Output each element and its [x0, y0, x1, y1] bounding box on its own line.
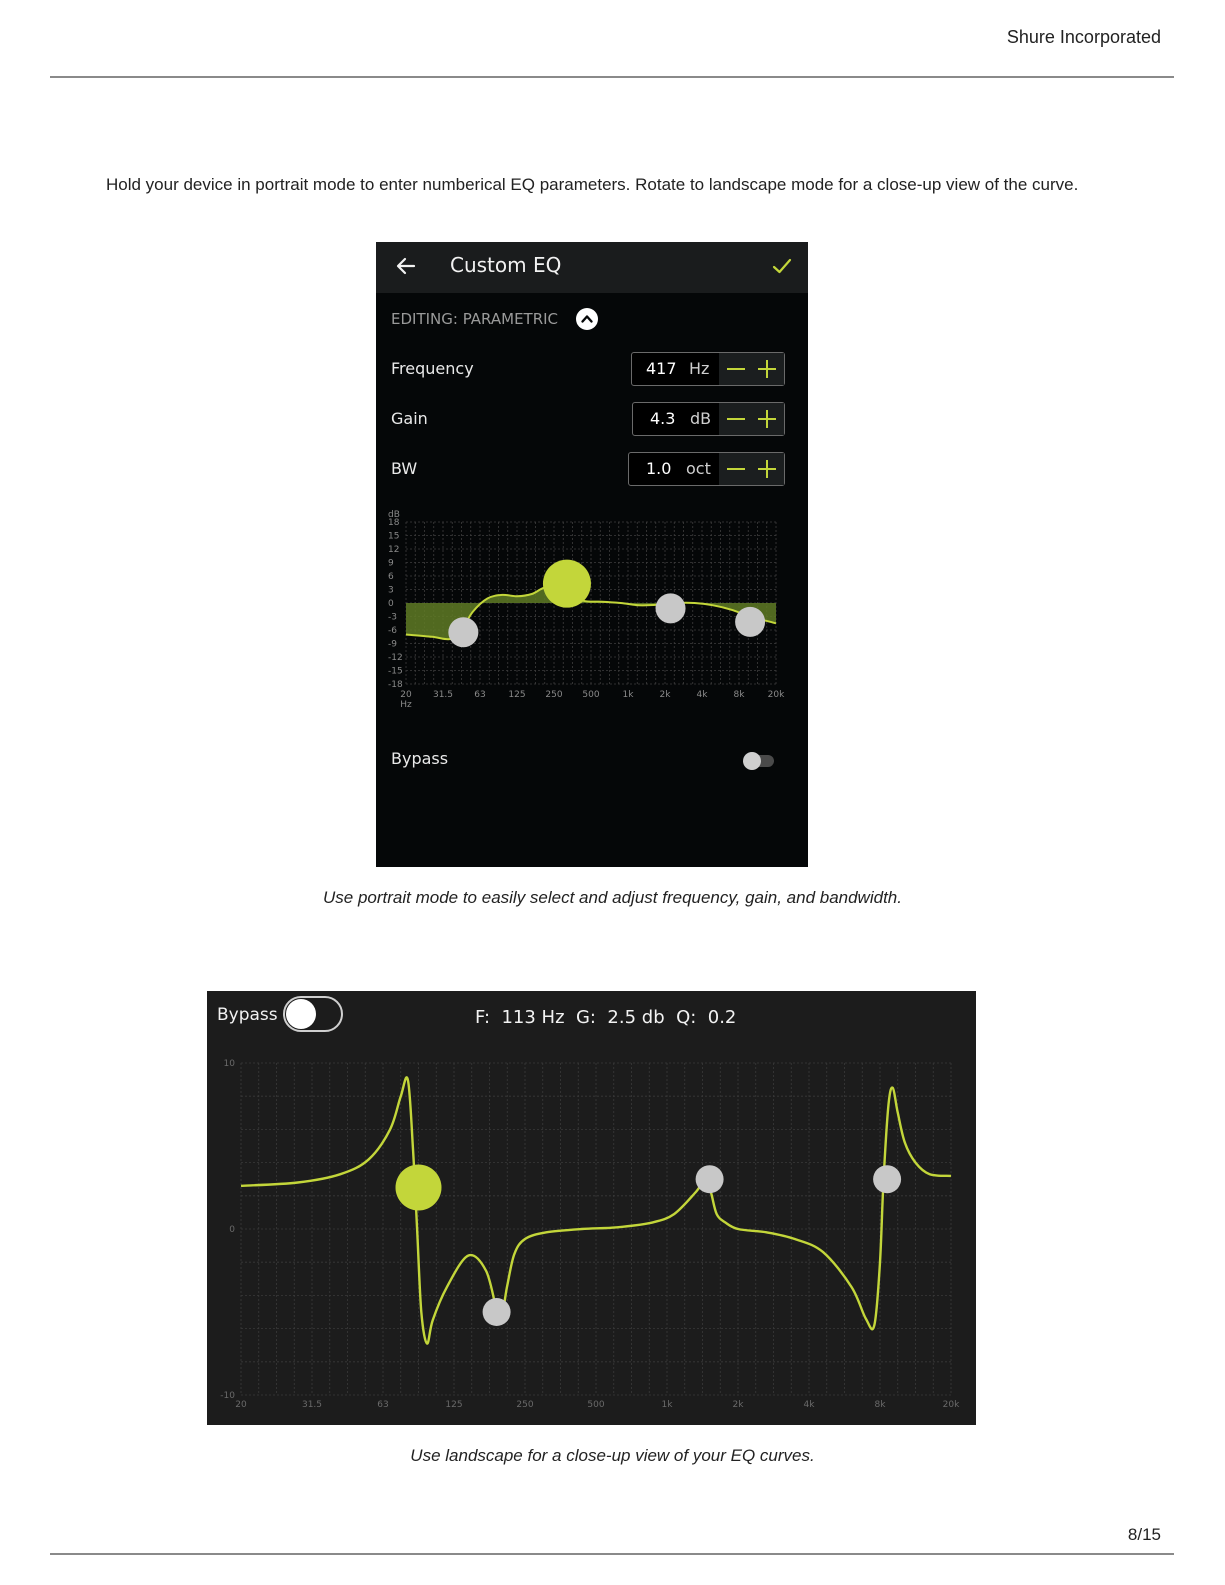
y-tick-label: -10	[220, 1391, 235, 1401]
editing-mode-label: EDITING: PARAMETRIC	[391, 310, 559, 328]
bypass-label: Bypass	[391, 749, 449, 768]
plus-icon[interactable]	[756, 358, 778, 380]
parameter-readout: F: 113 Hz G: 2.5 db Q: 0.2	[475, 1007, 737, 1028]
frequency-label: Frequency	[391, 359, 474, 378]
bypass-label: Bypass	[217, 1005, 278, 1025]
bandwidth-stepper	[719, 453, 784, 485]
x-tick-label: 250	[516, 1400, 534, 1410]
eq-node[interactable]	[483, 1298, 511, 1326]
portrait-caption: Use portrait mode to easily select and adjust frequency, gain, and bandwidth.	[323, 888, 902, 907]
gain-value[interactable]: 4.3	[650, 409, 676, 428]
header-company: Shure Incorporated	[1006, 27, 1161, 47]
x-tick-label: 2k	[732, 1400, 744, 1410]
minus-icon[interactable]	[725, 358, 747, 380]
plus-icon[interactable]	[756, 408, 778, 430]
y-tick-label: 6	[388, 572, 394, 582]
eq-node[interactable]	[873, 1165, 901, 1193]
gain-label: Gain	[391, 409, 428, 428]
gain-row	[391, 402, 791, 436]
gain-unit: dB	[690, 409, 712, 428]
y-tick-label: -15	[388, 666, 403, 677]
eq-node[interactable]	[656, 593, 686, 623]
landscape-caption: Use landscape for a close-up view of your EQ curves.	[410, 1446, 815, 1465]
x-tick-label: 20	[400, 690, 412, 700]
gain-field[interactable]	[632, 402, 785, 436]
portrait-screenshot	[376, 242, 808, 867]
x-tick-label: 8k	[874, 1400, 886, 1410]
eq-node[interactable]	[448, 617, 478, 647]
x-tick-label: 125	[508, 690, 526, 700]
y-tick-label: 12	[388, 545, 400, 555]
y-tick-label: 9	[388, 558, 394, 569]
frequency-row	[391, 352, 791, 386]
x-tick-label: 125	[445, 1400, 463, 1410]
x-tick-label: 63	[377, 1400, 389, 1410]
plus-icon[interactable]	[756, 458, 778, 480]
bandwidth-field[interactable]	[628, 452, 785, 486]
bypass-toggle[interactable]	[742, 750, 776, 772]
x-tick-label: 1k	[661, 1400, 673, 1410]
x-tick-label: 20	[235, 1400, 247, 1410]
bandwidth-label: BW	[391, 459, 418, 478]
y-tick-label: -18	[388, 680, 403, 690]
y-tick-label: 15	[388, 531, 400, 542]
eq-node[interactable]	[735, 607, 765, 637]
back-arrow-icon[interactable]	[394, 254, 418, 278]
x-tick-label: 31.5	[301, 1400, 323, 1410]
bandwidth-unit: oct	[686, 459, 711, 478]
x-tick-label: 2k	[659, 690, 671, 700]
y-tick-label: 0	[229, 1225, 235, 1235]
minus-icon[interactable]	[725, 408, 747, 430]
minus-icon[interactable]	[725, 458, 747, 480]
eq-node[interactable]	[696, 1165, 724, 1193]
portrait-eq-chart[interactable]	[376, 510, 808, 720]
footer-rule	[50, 1553, 1174, 1555]
y-tick-label: 10	[223, 1059, 235, 1069]
x-tick-label: 500	[587, 1400, 605, 1410]
y-tick-label: -12	[388, 653, 403, 663]
app-bar	[376, 242, 808, 293]
chevron-up-icon[interactable]	[576, 308, 598, 330]
bandwidth-value[interactable]: 1.0	[646, 459, 672, 478]
header-rule	[50, 76, 1174, 78]
y-tick-label: 18	[388, 518, 400, 528]
intro-paragraph: Hold your device in portrait mode to enter numberical EQ parameters. Rotate to landscape mode for a close-up view of the curve.	[106, 175, 1079, 194]
bypass-toggle[interactable]	[283, 996, 343, 1032]
x-tick-label: 20k	[942, 1400, 960, 1410]
x-tick-label: 500	[582, 690, 600, 700]
y-tick-label: -6	[388, 626, 397, 636]
landscape-eq-chart[interactable]	[207, 1051, 976, 1425]
page-number: 8/15	[1127, 1525, 1161, 1544]
x-axis-unit: Hz	[400, 700, 412, 710]
frequency-value[interactable]: 417	[646, 359, 677, 378]
x-tick-label: 4k	[803, 1400, 815, 1410]
bandwidth-row	[391, 452, 791, 486]
x-tick-label: 8k	[733, 690, 745, 700]
app-bar-title: Custom EQ	[450, 253, 562, 277]
y-tick-label: 0	[388, 599, 394, 609]
x-tick-label: 250	[545, 690, 563, 700]
frequency-stepper	[719, 353, 784, 385]
y-tick-label: -9	[388, 639, 397, 650]
y-tick-label: -3	[388, 612, 397, 623]
y-tick-label: 3	[388, 585, 394, 596]
x-tick-label: 20k	[767, 690, 785, 700]
frequency-unit: Hz	[689, 359, 710, 378]
check-icon[interactable]	[770, 254, 794, 278]
y-axis-label: dB	[388, 510, 400, 520]
x-tick-label: 4k	[696, 690, 708, 700]
active-eq-node[interactable]	[543, 560, 591, 608]
x-tick-label: 63	[474, 690, 486, 700]
frequency-field[interactable]	[631, 352, 785, 386]
active-eq-node[interactable]	[396, 1165, 442, 1211]
gain-stepper	[719, 403, 784, 435]
x-tick-label: 1k	[622, 690, 634, 700]
x-tick-label: 31.5	[432, 690, 454, 700]
landscape-screenshot	[207, 991, 976, 1425]
